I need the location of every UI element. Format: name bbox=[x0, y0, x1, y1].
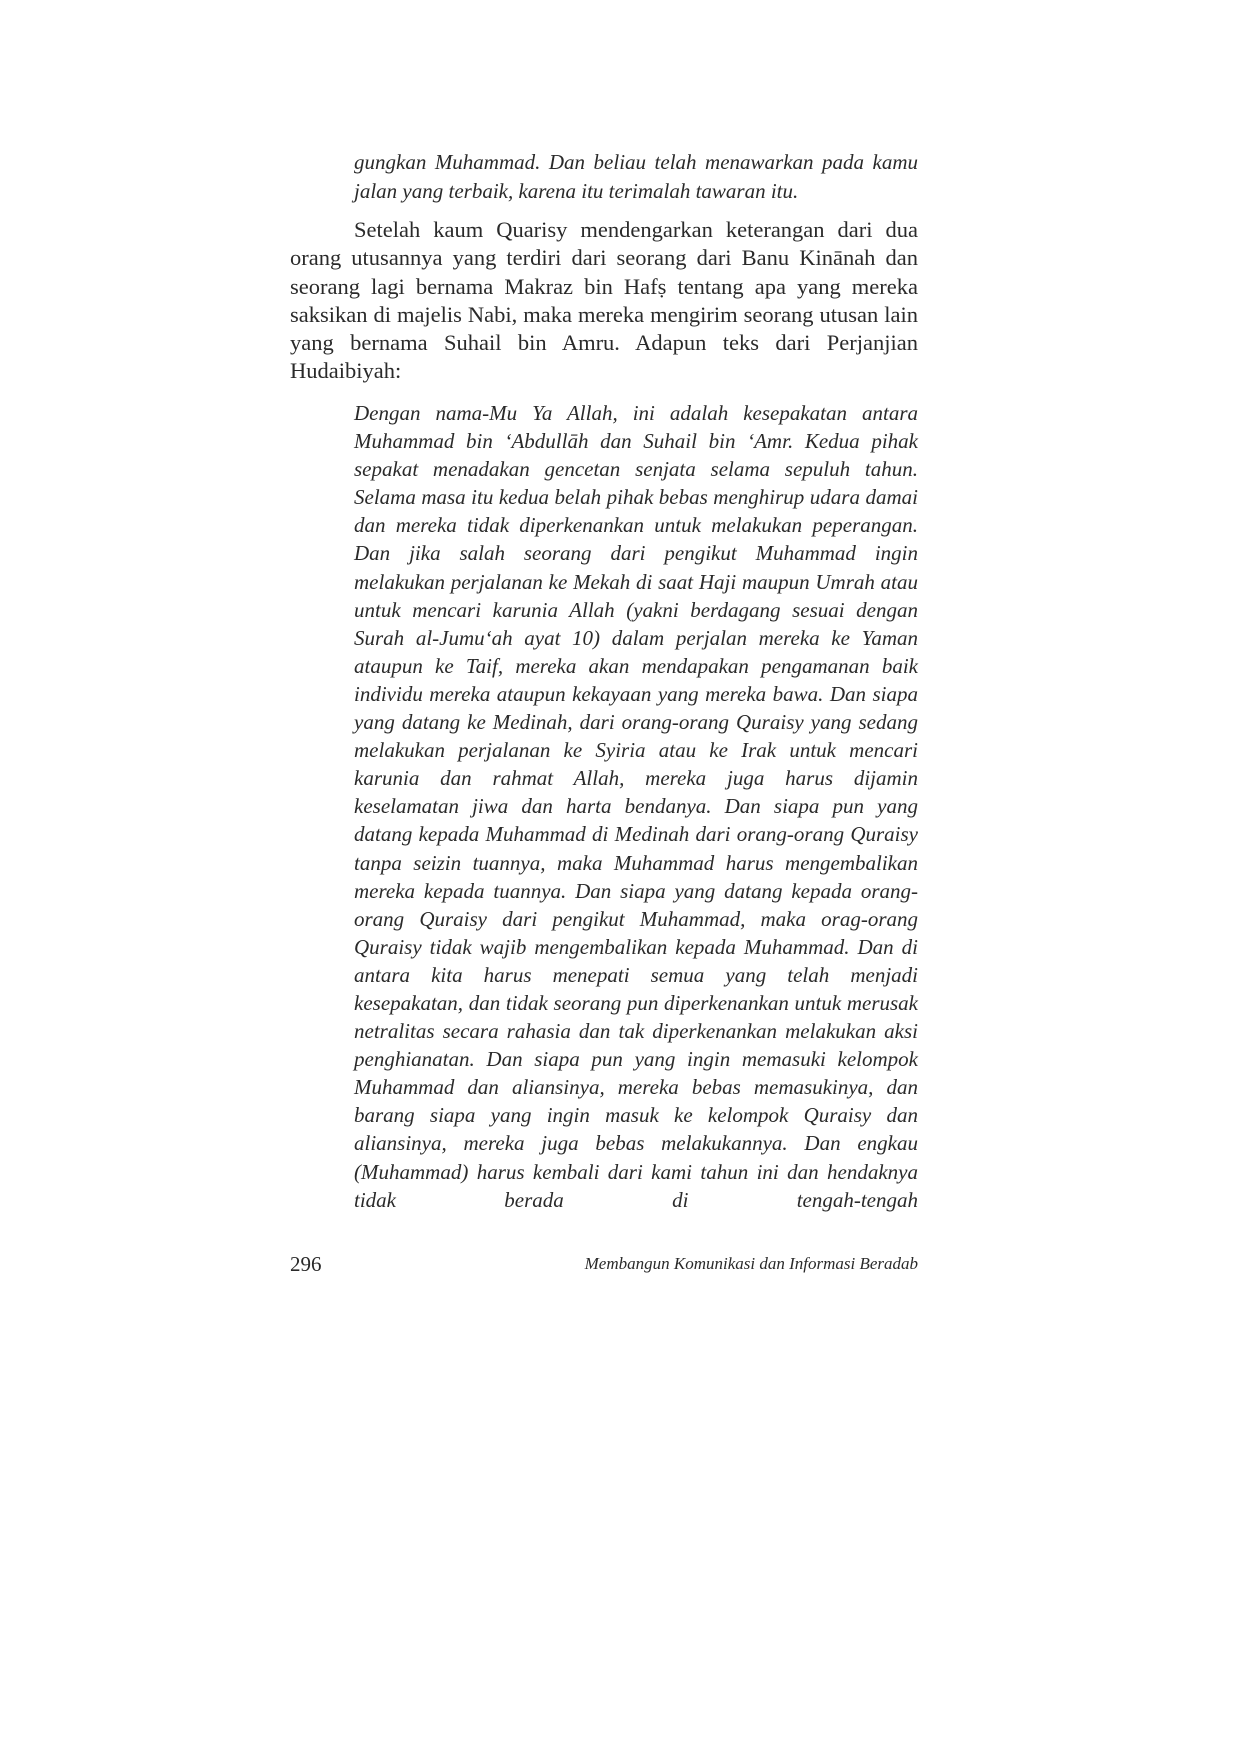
running-title: Membangun Komunikasi dan Informasi Beradab bbox=[584, 1254, 918, 1273]
quote-continuation: gungkan Muhammad. Dan beliau telah menawarkan pada kamu jalan yang terbaik, karena itu terimalah tawaran itu. bbox=[354, 150, 918, 203]
page-footer bbox=[290, 1249, 918, 1279]
treaty-quotation: Dengan nama-Mu Ya Allah, ini adalah kesepakatan antara Muhammad bin ‘Abdullāh dan Suhail bin ‘Amr. Kedua pihak sepakat menadakan gencetan senjata selama sepuluh tahun. Selama masa itu kedua belah pihak bebas menghirup udara damai dan mereka tidak diperkenankan untuk melakukan peperangan. Dan jika salah seorang dari pengikut Muhammad ingin melakukan perjalanan ke Mekah di saat Haji maupun Umrah atau untuk mencari karunia Allah (yakni berdagang sesuai dengan Surah al-Jumu‘ah ayat 10) dalam perjalan mereka ke Yaman ataupun ke Taif, mereka akan mendapakan pengamanan baik individu mereka ataupun kekayaan yang mereka bawa. Dan siapa yang datang ke Medinah, dari orang-orang Quraisy yang sedang melakukan perjalanan ke Syiria atau ke Irak untuk mencari karunia dan rahmat Allah, mereka juga harus dijamin keselamatan jiwa dan harta bendanya. Dan siapa pun yang datang kepada Muhammad di Medinah dari orang-orang Quraisy tanpa seizin tuannya, maka Muhammad harus mengembalikan mereka kepada tuannya. Dan siapa yang datang kepada orang-orang Quraisy dari pengikut Muhammad, maka orag-orang Quraisy tidak wajib mengembalikan kepada Muhammad. Dan di antara kita harus menepati semua yang telah menjadi kesepakatan, dan tidak seorang pun diperkenankan untuk merusak netralitas secara rahasia dan tak diperkenankan melakukan aksi penghianatan. Dan siapa pun yang ingin memasuki kelompok Muhammad dan aliansinya, mereka bebas memasukinya, dan barang siapa yang ingin masuk ke kelompok Quraisy dan aliansinya, mereka juga bebas melakukannya. Dan engkau (Muhammad) harus kembali dari kami tahun ini dan hendaknya tidak berada di tengah-tengah bbox=[354, 401, 918, 1212]
body-paragraph: Setelah kaum Quarisy mendengarkan keterangan dari dua orang utusannya yang terdiri dari seorang dari Banu Kinānah dan seorang lagi bernama Makraz bin Hafṣ tentang apa yang mereka saksikan di majelis Nabi, maka mereka mengirim seorang utusan lain yang bernama Suhail bin Amru. Adapun teks dari Perjanjian Hudaibiyah: bbox=[290, 217, 918, 384]
page-number: 296 bbox=[290, 1252, 322, 1276]
